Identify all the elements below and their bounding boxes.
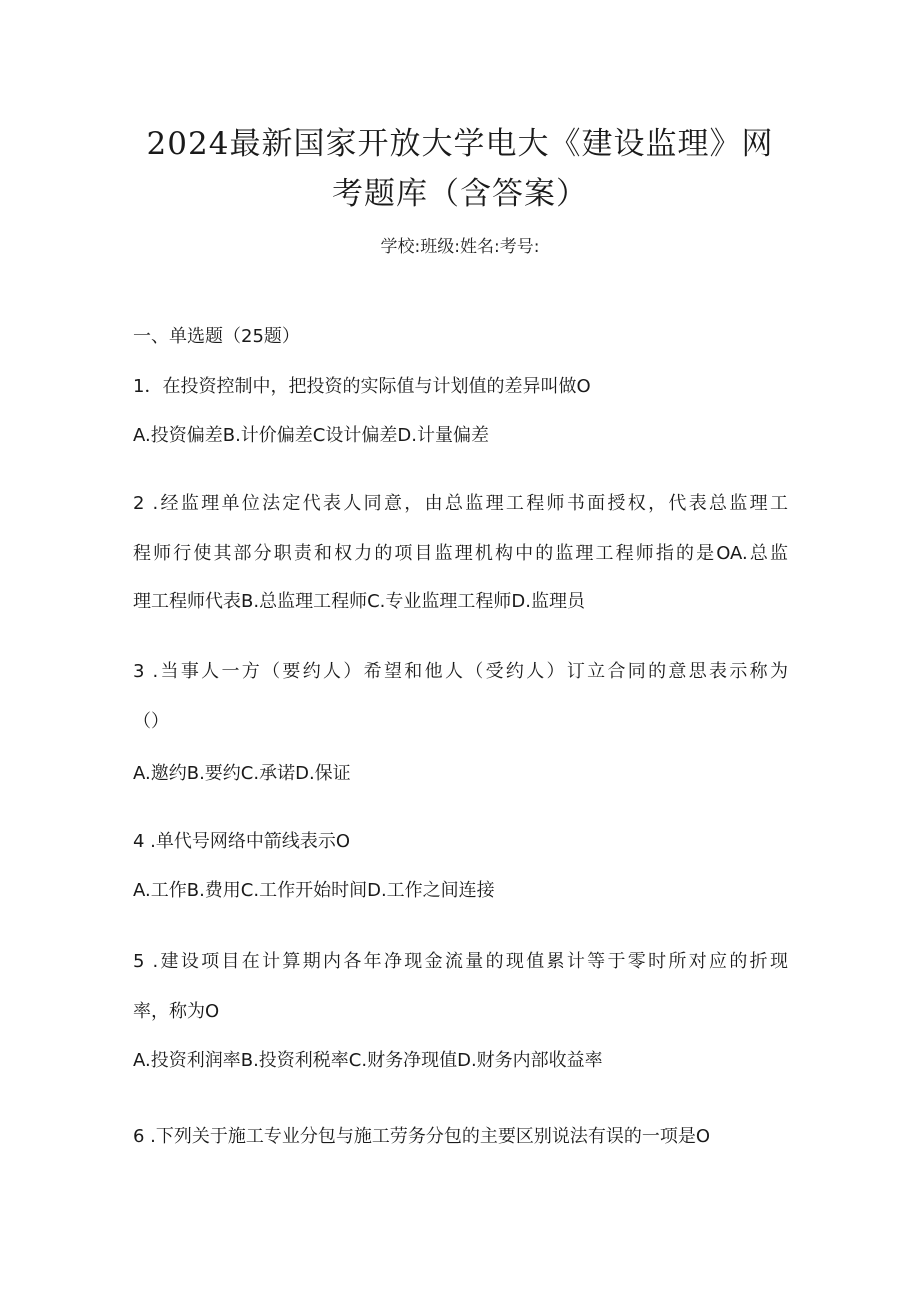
question-1-options: A.投资偏差B.计价偏差C设计偏差D.计量偏差 xyxy=(133,425,489,446)
question-2-line-3: 理工程师代表B.总监理工程师C.专业监理工程师D.监理员 xyxy=(133,591,585,612)
section-heading: 一、单选题（25题） xyxy=(133,326,300,347)
question-3-line-2: （） xyxy=(133,711,169,732)
question-2-line-1: 2 .经监理单位法定代表人同意，由总监理工程师书面授权，代表总监理工 xyxy=(133,493,788,514)
question-4-options: A.工作B.费用C.工作开始时间D.工作之间连接 xyxy=(133,880,495,901)
question-2-line-2: 程师行使其部分职责和权力的项目监理机构中的监理工程师指的是OA.总监 xyxy=(133,543,788,564)
document-title-line-2: 考题库（含答案） xyxy=(332,176,588,212)
question-5-line-1: 5 .建设项目在计算期内各年净现金流量的现值累计等于零时所对应的折现 xyxy=(133,951,788,972)
question-5-options: A.投资利润率B.投资利税率C.财务净现值D.财务内部收益率 xyxy=(133,1050,603,1071)
question-3-options: A.邀约B.要约C.承诺D.保证 xyxy=(133,763,351,784)
question-5-line-2: 率，称为O xyxy=(133,1001,220,1022)
question-6-stem: 6 .下列关于施工专业分包与施工劳务分包的主要区别说法有误的一项是O xyxy=(133,1126,711,1147)
document-title-line-1: 2024最新国家开放大学电大《建设监理》网 xyxy=(146,126,774,162)
question-3-line-1: 3 .当事人一方（要约人）希望和他人（受约人）订立合同的意思表示称为 xyxy=(133,661,788,682)
student-info-line: 学校:班级:姓名:考号: xyxy=(380,237,540,257)
question-4-stem: 4 .单代号网络中箭线表示O xyxy=(133,831,351,852)
question-1-stem: 1．在投资控制中，把投资的实际值与计划值的差异叫做O xyxy=(133,376,591,397)
